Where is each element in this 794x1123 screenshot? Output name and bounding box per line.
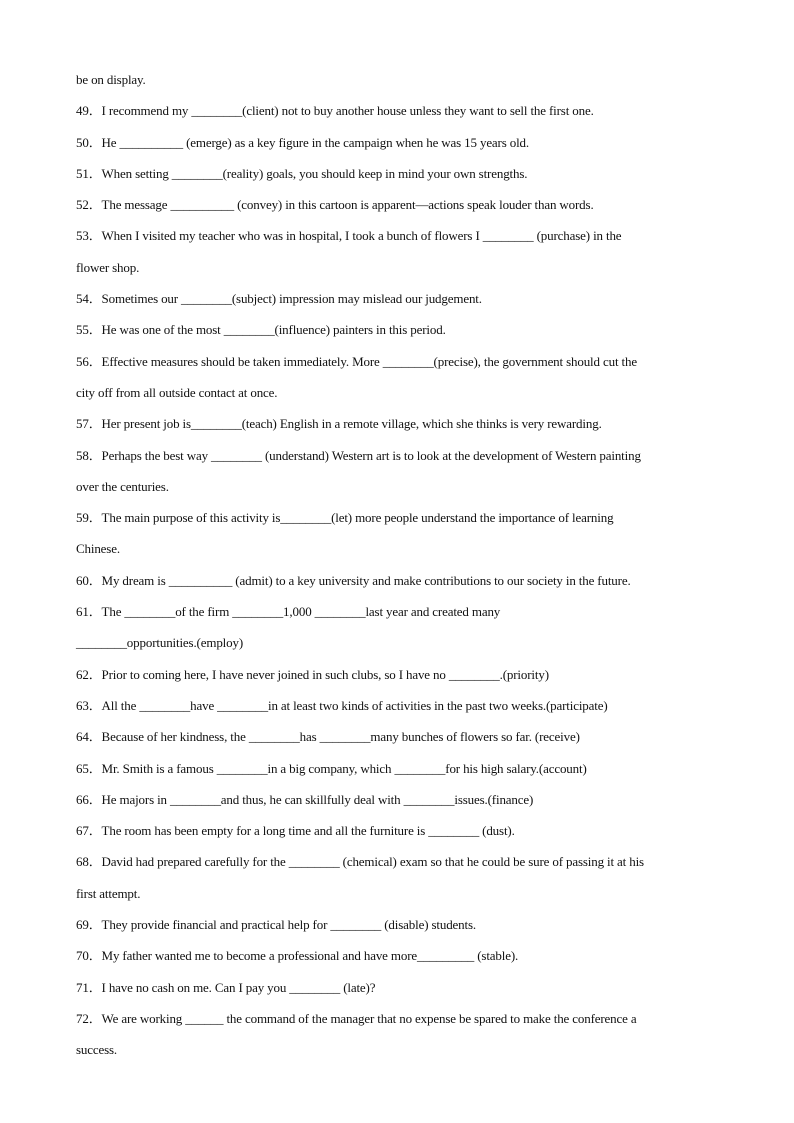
question-65: 65．Mr. Smith is a famous ________in a big company, which ________for his high salary.(account) — [76, 760, 587, 776]
text-line: be on display. — [76, 72, 146, 87]
question-70: 70．My father wanted me to become a professional and have more_________ (stable). — [76, 948, 519, 964]
question-58-continued: over the centuries. — [76, 478, 169, 494]
question-56-continued: city off from all outside contact at once. — [76, 384, 278, 400]
question-50: 50．He __________ (emerge) as a key figure in the campaign when he was 15 years old. — [76, 134, 530, 150]
question-54: 54．Sometimes our ________(subject) impression may mislead our judgement. — [76, 291, 482, 307]
question-56: 56．Effective measures should be taken immediately. More ________(precise), the government should cut the — [76, 353, 637, 369]
question-64: 64．Because of her kindness, the ________has ________many bunches of flowers so far. (receive) — [76, 729, 580, 745]
question-68: 68．David had prepared carefully for the ________ (chemical) exam so that he could be sure of passing it at his — [76, 854, 644, 870]
question-68-continued: first attempt. — [76, 885, 141, 901]
question-53: 53．When I visited my teacher who was in hospital, I took a bunch of flowers I ________ (purchase) in the — [76, 228, 622, 244]
question-55: 55．He was one of the most ________(influence) painters in this period. — [76, 322, 446, 338]
question-61: 61．The ________of the firm ________1,000 ________last year and created many — [76, 604, 501, 620]
question-59-continued: Chinese. — [76, 541, 120, 557]
question-66: 66．He majors in ________and thus, he can skillfully deal with ________issues.(finance) — [76, 791, 534, 807]
question-49: 49．I recommend my ________(client) not to buy another house unless they want to sell the first one. — [76, 103, 594, 119]
question-52: 52．The message __________ (convey) in this cartoon is apparent—actions speak louder than words. — [76, 197, 594, 213]
question-58: 58．Perhaps the best way ________ (understand) Western art is to look at the development of Western painting — [76, 447, 641, 463]
question-57: 57．Her present job is________(teach) English in a remote village, which she thinks is very rewarding. — [76, 416, 602, 432]
question-53-continued: flower shop. — [76, 259, 140, 275]
question-63: 63．All the ________have ________in at least two kinds of activities in the past two weeks.(participate) — [76, 697, 608, 713]
question-72: 72．We are working ______ the command of the manager that no expense be spared to make the conference a — [76, 1010, 637, 1026]
exercise-list — [76, 64, 716, 1066]
question-59: 59．The main purpose of this activity is________(let) more people understand the importance of learning — [76, 510, 614, 526]
question-62: 62．Prior to coming here, I have never joined in such clubs, so I have no ________.(priority) — [76, 666, 549, 682]
question-61-continued: ________opportunities.(employ) — [76, 635, 244, 651]
question-60: 60．My dream is __________ (admit) to a key university and make contributions to our society in the future. — [76, 572, 631, 588]
question-71: 71．I have no cash on me. Can I pay you ________ (late)? — [76, 979, 376, 995]
question-72-continued: success. — [76, 1042, 118, 1058]
question-51: 51．When setting ________(reality) goals, you should keep in mind your own strengths. — [76, 165, 528, 181]
question-67: 67．The room has been empty for a long time and all the furniture is ________ (dust). — [76, 823, 515, 839]
question-69: 69．They provide financial and practical help for ________ (disable) students. — [76, 917, 476, 933]
